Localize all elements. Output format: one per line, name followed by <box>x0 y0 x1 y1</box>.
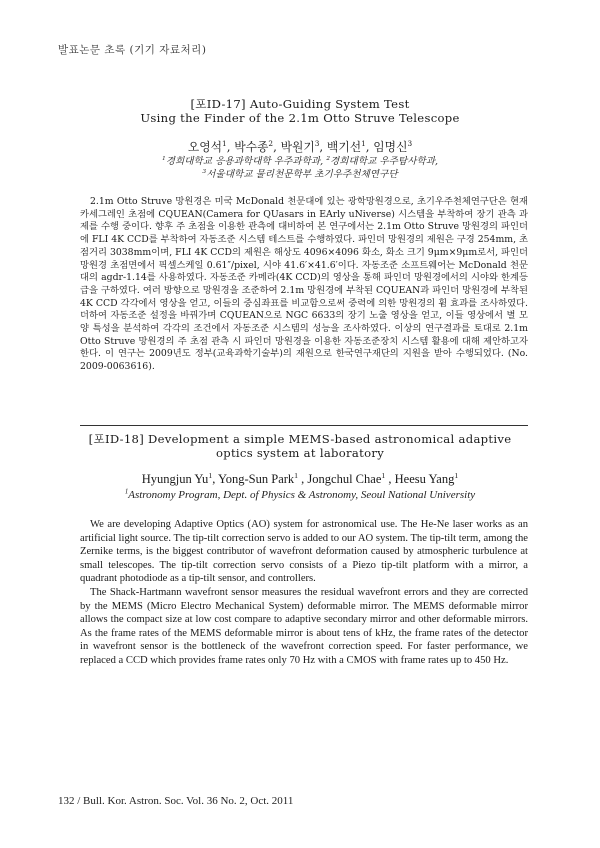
author-affiliation-marker: 1 <box>454 470 459 480</box>
author-name: 오영석 <box>187 140 223 154</box>
author-name: Jongchul Chae <box>307 472 382 486</box>
abstract1-authors: 오영석$^1$, 박수종$^2$, 박원기$^3$, 백기선$^1$, 임명신$^3$ <box>187 139 413 154</box>
author-name: Yong-Sun Park <box>217 472 295 486</box>
abstract2-title-line2: optics system at laboratory <box>215 446 385 460</box>
author-affiliation-marker: 3 <box>407 139 413 149</box>
author-name: 박원기 <box>280 140 315 154</box>
running-header: 발표논문 초록 (기기 자료처리) <box>58 44 207 56</box>
author-affiliation-marker: 1 <box>208 470 213 480</box>
author-name: Hyungjun Yu <box>141 472 209 486</box>
author-name: Heesu Yang <box>394 472 455 486</box>
author-affiliation-marker: 1 <box>361 139 366 149</box>
affiliation-marker: 1 <box>161 154 166 162</box>
abstract2-authors: Hyungjun Yu$^1$, Yong-Sun Park$^1$ , Jongchul Chae$^1$ , Heesu Yang$^1$ <box>141 470 459 486</box>
abstract1-title-line1: [포ID-17] Auto-Guiding System Test <box>190 97 410 111</box>
abstract2-paragraph-2: The Shack-Hartmann wavefront sensor measures the residual wavefront errors and they are corrected by the MEMS (Micro Electro Mechanical System) deformable mirror. The MEMS deformable mirror allows the compact size at low cost compare to adaptive secondary mirror and other deformable mirrors. As the frame rates of the MEMS deformable mirror is about tens of kHz, the frame rates of the detector in wavefront sensor is the bottleneck of the wavefront correction speed. For faster performance, we replaced a CCD which provides frame rates only 70 Hz with a CMOS with frame rates up to 450 Hz. <box>80 586 528 666</box>
author-name: 임명신 <box>373 140 408 154</box>
author-affiliation-marker: 1 <box>222 139 227 149</box>
author-name: 박수종 <box>234 140 269 154</box>
affiliation-marker: 2 <box>326 154 330 162</box>
author-affiliation-marker: 1 <box>294 470 299 480</box>
affiliation-marker: 1 <box>124 488 129 496</box>
abstract2-paragraph-1: We are developing Adaptive Optics (AO) system for astronomical use. The He-Ne laser works as an artificial light source. The tip-tilt correction servo is added to our AO system. The tip-tilt term, among the Zernike terms, is the biggest contributor of wavefront deformation caused by atmospheric turbulence at small telescopes. The tip-tilt correction servo consists of a Piezo tip-tilt platform with a mirror, a quadrant photodiode as a tip-tilt sensor, and controllers. <box>80 519 528 585</box>
author-name: 백기선 <box>326 140 362 154</box>
affiliation-marker: 3 <box>202 167 207 175</box>
abstract1-paragraph: 2.1m Otto Struve 망원경은 미국 McDonald 천문대에 있는 광학망원경으로, 초기우주천체연구단은 현재 카세그레인 초점에 CQUEAN(Camera for QUasars in EArly uNiverse) 시스템을 부착하여 장기 관측 과제를 수행 중이다. 향후 주 초점을 이용한 관측에 대비하여 본 연구에서는 2.1m Otto Struve 망원경의 파인더에 FLI 4K CCD를 부착하여 자동조준 시스템 테스트를 수행하였다. 파인더 망원경의 제원은 구경 254mm, 초점거리 3038mm이며, FLI 4K CCD의 제원은 해상도 4096×4096 화소, 화소 크기 9μm×9μm로서, 파인더 망원경 초점면에서 픽셀스케일 0.61″/pixel, 시야 41.6′×41.6′이다. 자동조준 소프트웨어는 McDonald 천문대의 agdr-1.14를 사용하였다. 자동조준 카메라(4K CCD)의 영상을 통해 파인더 망원경에서의 시야와 한계등급을 구하였다. 여러 방향으로 망원경을 조준하여 2.1m 망원경에 부착된 CQUEAN과 파인더 망원경에 부착된 4K CCD 각각에서 영상을 얻고, 이들의 중심좌표를 비교함으로써 중력에 의한 망원경의 휨 효과를 조사하였다. 더하여 자동조준 설정을 바꿔가며 CQUEAN으로 NGC 6633의 장기 노출 영상을 얻고, 이들 영상에서 별 모양 특성을 분석하여 각각의 조건에서 자동조준 시스템의 성능을 조사하였다. 이상의 연구결과를 토대로 2.1m Otto Struve 망원경의 주 초점 관측 시 파인더 망원경을 이용한 자동조준장치 시스템 활용에 대해 제안하고자 한다. 이 연구는 2009년도 정부(교육과학기술부)의 재원으로 한국연구재단의 지원을 받아 수행되었다. (No. 2009-0063616). <box>80 196 528 373</box>
abstract2-affiliation <box>0 489 600 501</box>
affiliation-text: Astronomy Program, Dept. of Physics & Astronomy, Seoul National University <box>128 489 476 501</box>
abstract1-title-line2: Using the Finder of the 2.1m Otto Struve Telescope <box>140 111 460 125</box>
abstract2-title-line1: [포ID-18] Development a simple MEMS-based astronomical adaptive <box>88 432 512 446</box>
abstract2-body <box>80 518 528 668</box>
affiliation-text: 서울대학교 물리천문학부 초기우주천체연구단 <box>206 169 398 180</box>
author-affiliation-marker: 3 <box>314 139 320 149</box>
section-divider <box>80 425 528 426</box>
affiliation-text: 경희대학교 응용과학대학 우주과학과, <box>165 156 327 167</box>
abstract1-affiliation-line1 <box>0 156 600 168</box>
abstract1-affiliation-line2 <box>0 169 600 181</box>
abstract1-body <box>80 196 528 374</box>
author-affiliation-marker: 2 <box>268 139 274 149</box>
affiliation-text: 경희대학교 우주탐사학과, <box>330 156 439 167</box>
author-affiliation-marker: 1 <box>381 470 386 480</box>
page-footer: 132 / Bull. Kor. Astron. Soc. Vol. 36 No. 2, Oct. 2011 <box>58 795 294 807</box>
